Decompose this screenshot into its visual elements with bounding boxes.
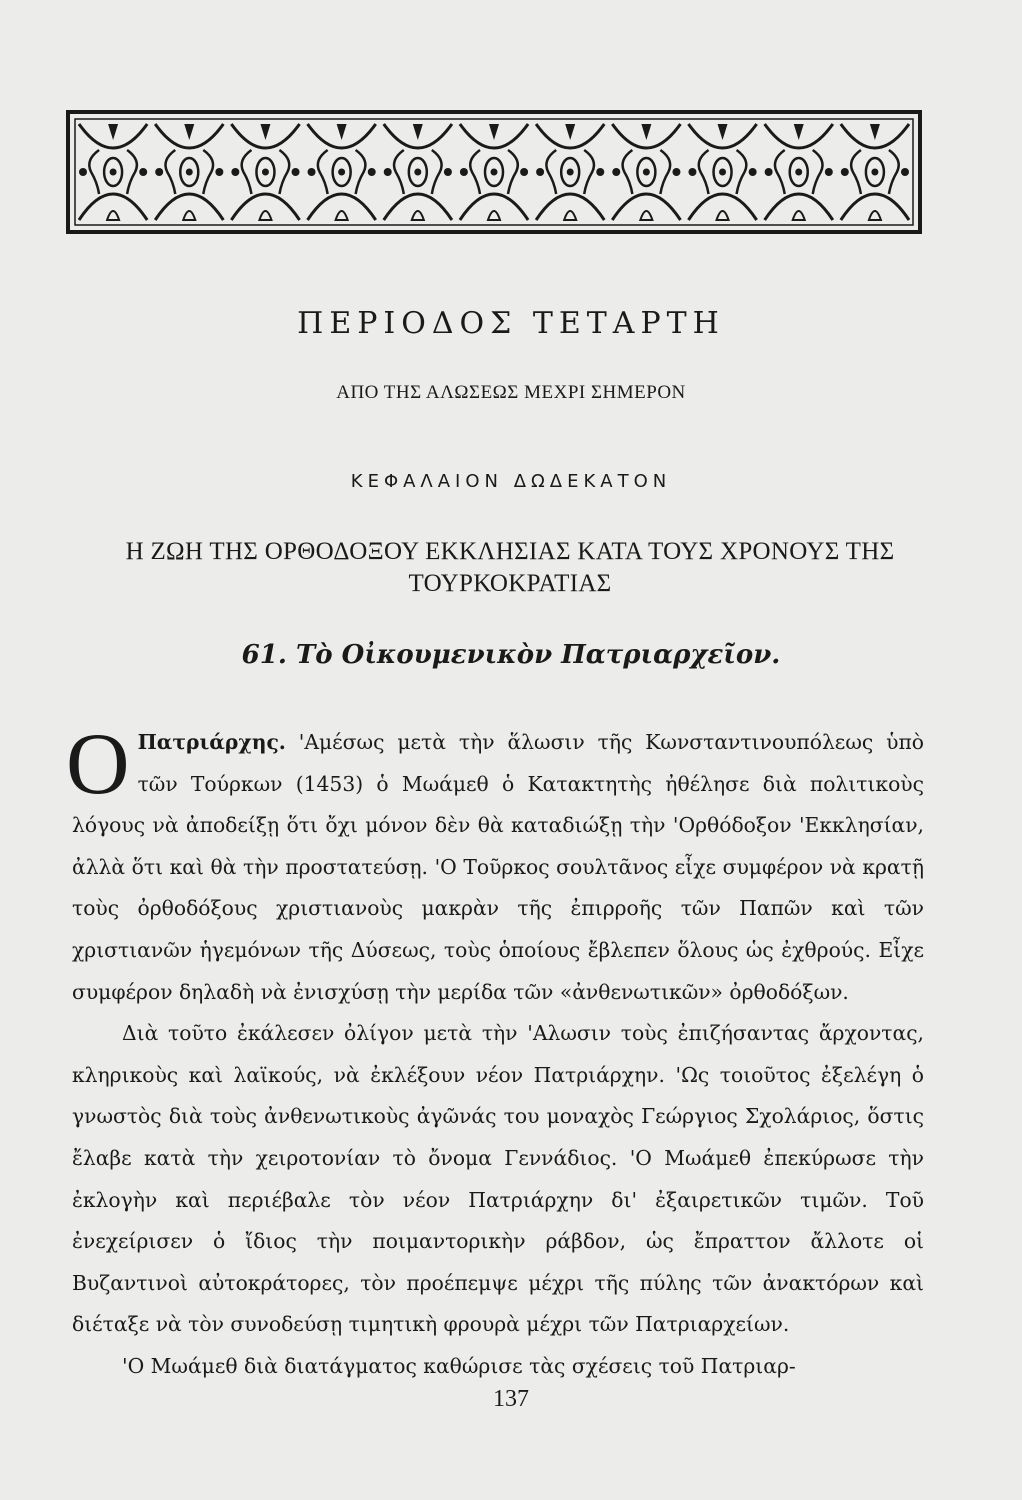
ornament-motif <box>612 124 680 220</box>
ornament-graphic <box>66 110 922 234</box>
paragraph-2: Διὰ τοῦτο ἐκάλεσεν ὀλίγον μετὰ τὴν 'Αλωσιν τοὺς ἐπιζήσαντας ἄρχοντας, κληρικοὺς καὶ λαϊκούς, νὰ ἐκλέξουν νέον Πατριάρχην. 'Ως τοιοῦτος ἐξελέγη ὁ γνωστὸς διὰ τοὺς ἀνθενωτικοὺς ἀγῶνάς του μοναχὸς Γεώργιος Σχολάριος, ὅστις ἔλαβε κατὰ τὴν χειροτονίαν τὸ ὄνομα Γεννάδιος. 'Ο Μωάμεθ ἐπεκύρωσε τὴν ἐκλογὴν καὶ περιέβαλε τὸν νέον Πατριάρχην δι' ἐξαιρετικῶν τιμῶν. Τοῦ ἐνεχείρισεν ὁ ἴδιος τὴν ποιμαντορικὴν ράβδον, ὡς ἔπραττον ἄλλοτε οἱ Βυζαντινοὶ αὐτοκράτορες, τὸν προέπεμψε μέχρι τῆς πύλης τῶν ἀνακτόρων καὶ διέταξε νὰ τὸν συνοδεύσῃ τιμητικὴ φρουρὰ μέχρι τῶν Πατριαρχείων. <box>72 1021 924 1337</box>
ornamental-headpiece <box>66 110 922 234</box>
period-title: ΠΕΡΙΟΔΟΣ ΤΕΤΑΡΤΗ <box>297 306 725 341</box>
ornament-motif <box>79 124 147 220</box>
ornament-motif <box>460 124 528 220</box>
ornament-motif <box>765 124 833 220</box>
ornament-motif <box>231 124 299 220</box>
lead-word: Πατριάρχης. <box>137 730 286 754</box>
page-number: 137 <box>493 1386 529 1412</box>
body-text <box>66 716 924 1388</box>
ornament-motif <box>308 124 376 220</box>
ornament-motif <box>841 124 909 220</box>
section-title: 61. Τὸ Οἰκουμενικὸν Πατριαρχεῖον. <box>241 640 781 670</box>
paragraph-3: 'Ο Μωάμεθ διὰ διατάγματος καθώρισε τὰς σχέσεις τοῦ Πατριαρ- <box>122 1353 796 1378</box>
ornament-motif <box>384 124 452 220</box>
paragraph-1-text: 'Αμέσως μετὰ τὴν ἅλωσιν τῆς Κωνσταντινουπόλεως ὑπὸ τῶν Τούρκων (1453) ὁ Μωάμεθ ὁ Κατακτητὴς ἠθέλησε διὰ πολιτικοὺς λόγους νὰ ἀποδείξῃ ὅτι ὄχι μόνον δὲν θὰ καταδιώξῃ τὴν 'Ορθόδοξον 'Εκκλησίαν, ἀλλὰ ὅτι καὶ θὰ τὴν προστατεύσῃ. 'Ο Τοῦρκος σουλτᾶνος εἶχε συμφέρον νὰ κρατῇ τοὺς ὀρθοδόξους χριστιανοὺς μακρὰν τῆς ἐπιρροῆς τῶν Παπῶν καὶ τῶν χριστιανῶν ἡγεμόνων τῆς Δύσεως, τοὺς ὁποίους ἔβλεπεν ὅλους ὡς ἐχθρούς. Εἶχε συμφέρον δηλαδὴ νὰ ἐνισχύσῃ τὴν μερίδα τῶν «ἀνθενωτικῶν» ὀρθοδόξων. <box>72 730 924 1004</box>
period-subtitle: ΑΠΟ ΤΗΣ ΑΛΩΣΕΩΣ ΜΕΧΡΙ ΣΗΜΕΡΟΝ <box>336 382 686 403</box>
ornament-motif <box>155 124 223 220</box>
ornament-motif <box>536 124 604 220</box>
chapter-title: Η ΖΩΗ ΤΗΣ ΟΡΘΟΔΟΞΟΥ ΕΚΚΛΗΣΙΑΣ ΚΑΤΑ ΤΟΥΣ ΧΡΟΝΟΥΣ ΤΗΣ ΤΟΥΡΚΟΚΡΑΤΙΑΣ <box>125 538 895 597</box>
ornament-motif <box>688 124 756 220</box>
drop-cap: Ο <box>66 716 130 813</box>
chapter-label: ΚΕΦΑΛΑΙΟΝ ΔΩΔΕΚΑΤΟΝ <box>350 471 672 492</box>
paragraph-1 <box>66 716 924 1013</box>
